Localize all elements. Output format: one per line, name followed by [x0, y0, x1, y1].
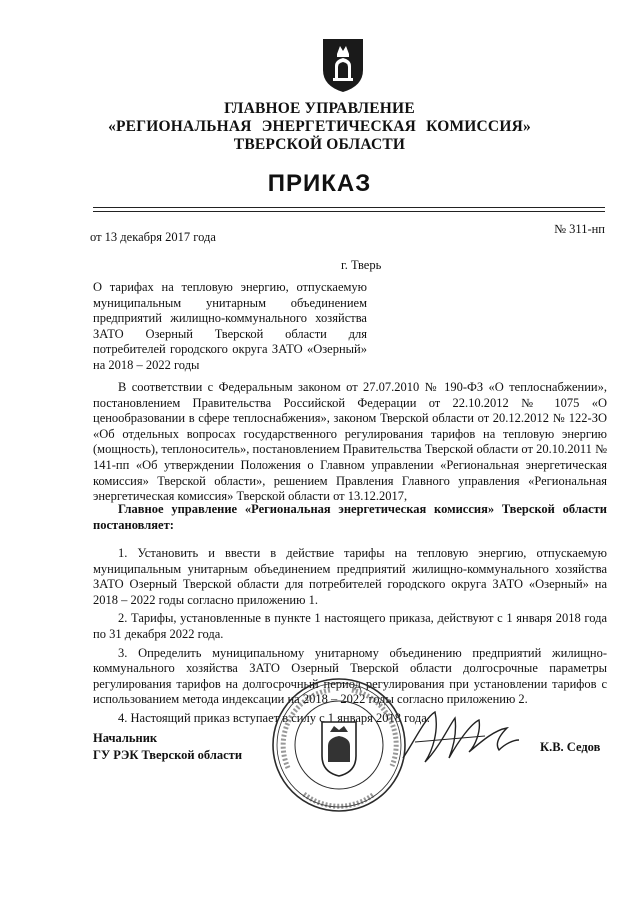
- official-stamp: [270, 676, 408, 814]
- signatory-position-line1: Начальник: [93, 731, 158, 745]
- order-number: № 311-нп: [554, 222, 605, 236]
- organization-name-line1: ГЛАВНОЕ УПРАВЛЕНИЕ: [224, 100, 415, 117]
- handwritten-signature: [395, 700, 525, 770]
- order-item: 1. Установить и ввести в действие тарифы на тепловую энергию, отпускаемую муниципальным унитарным объединением предприятий жилищно-коммунального хозяйства ЗАТО Озерный Тверской области для потребителей городского округа ЗАТО «Озерный» на 2018 – 2022 годы согласно приложению 1.: [93, 546, 607, 607]
- header-divider: [93, 207, 605, 208]
- order-subject: О тарифах на тепловую энергию, отпускаемую муниципальным унитарным объединением предприятий жилищно-коммунального хозяйства ЗАТО Озерный Тверской области для потребителей городского округа ЗАТО «Озерный» на 2018 – 2022 годы: [93, 280, 367, 372]
- organization-name-line2: «РЕГИОНАЛЬНАЯ ЭНЕРГЕТИЧЕСКАЯ КОМИССИЯ»: [108, 118, 531, 135]
- signatory-position: [93, 730, 242, 764]
- order-item: 4. Настоящий приказ вступает в силу с 1 января 2018 года.: [118, 710, 430, 725]
- order-city: г. Тверь: [341, 258, 382, 272]
- order-item: 2. Тарифы, установленные в пункте 1 настоящего приказа, действуют с 1 января 2018 года по 31 декабря 2022 года.: [93, 611, 607, 641]
- decision-statement: Главное управление «Региональная энергетическая комиссия» Тверской области постановляет:: [93, 502, 607, 532]
- preamble-paragraph: В соответствии с Федеральным законом от 27.07.2010 № 190-ФЗ «О теплоснабжении», постановлением Правительства Российской Федерации от 22.10.2012 № 1075 «О ценообразовании в сфере теплоснабжения», законом Тверской области от 20.12.2012 № 122-ЗО «Об отдельных вопросах государственного регулирования тарифов на тепловую энергию (мощность), теплоноситель», постановлением Правительства Тверской области от 20.10.2011 № 141-пп «Об утверждении Положения о Главном управлении «Региональная энергетическая комиссия» Тверской области», решением Правления Главного управления «Региональная энергетическая комиссия» Тверской области от 13.12.2017,: [93, 380, 607, 504]
- signatory-name: К.В. Седов: [540, 740, 601, 754]
- coat-of-arms-icon: [320, 36, 366, 94]
- header-divider-second: [93, 211, 605, 212]
- signatory-position-line2: ГУ РЭК Тверской области: [93, 748, 243, 762]
- document-type-title: ПРИКАЗ: [267, 170, 372, 197]
- organization-name-line3: ТВЕРСКОЙ ОБЛАСТИ: [233, 136, 406, 153]
- order-item: 3. Определить муниципальному унитарному объединению предприятий жилищно-коммунального хозяйства ЗАТО Озерный Тверской области долгосрочные параметры регулирования тарифов на долгосрочный период регулирования при установлении тарифов с использованием метода индексации на 2018 – 2022 годы согласно приложению 2.: [93, 645, 607, 707]
- order-date: от 13 декабря 2017 года: [90, 230, 216, 244]
